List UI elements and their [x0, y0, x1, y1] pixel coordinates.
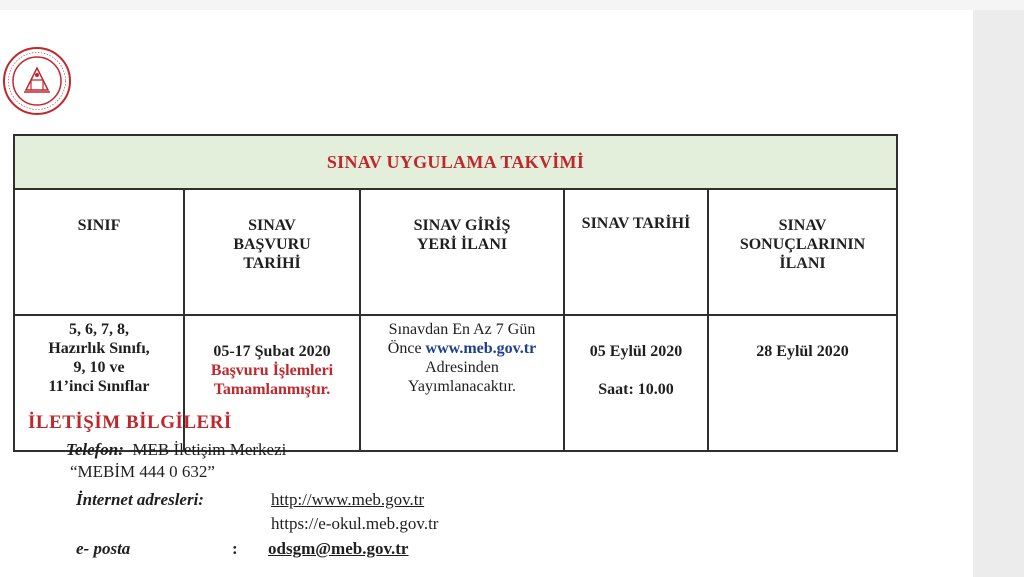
email-label: e- posta [76, 539, 131, 558]
header-basvuru-tarihi: SINAV BAŞVURU TARİHİ [184, 189, 360, 315]
cell-sonuc-ilani [708, 315, 897, 451]
exam-calendar-table [13, 134, 898, 452]
meb-seal-logo-icon [2, 46, 72, 116]
cell-sinav-tarihi [564, 315, 708, 451]
phone-label: Telefon: [66, 440, 124, 459]
header-giris-yeri-ilani: SINAV GİRİŞ YERİ İLANI [360, 189, 564, 315]
internet-label: İnternet adresleri: [76, 490, 204, 509]
email-link[interactable]: odsgm@meb.gov.tr [268, 539, 409, 558]
email-colon: : [232, 539, 238, 558]
cell-giris-yeri: Sınavdan En Az 7 Gün Önce www.meb.gov.tr Adresinden Yayımlanacaktır. [360, 315, 564, 451]
internet-url-2-link[interactable]: https://e-okul.meb.gov.tr [271, 514, 439, 533]
calendar-title: SINAV UYGULAMA TAKVİMİ [14, 135, 897, 189]
phone-number: “MEBİM 444 0 632” [70, 462, 215, 481]
header-sonuc-ilani: SINAV SONUÇLARININ İLANI [708, 189, 897, 315]
basvuru-note-line1: Başvuru İşlemleri [210, 362, 334, 379]
header-sinif: SINIF [14, 189, 184, 315]
header-sinav-tarihi: SINAV TARİHİ [564, 189, 708, 315]
cell-sinif: 5, 6, 7, 8, Hazırlık Sınıfı, 9, 10 ve 11’inci Sınıflar [14, 315, 184, 451]
phone-line [66, 440, 286, 460]
contact-title: İLETİŞİM BİLGİLERİ [28, 412, 232, 433]
sonuc-tarihi-value: 28 Eylül 2020 [756, 343, 849, 360]
giris-url-link[interactable]: www.meb.gov.tr [425, 340, 537, 357]
phone-value: MEB İletişim Merkezi [132, 440, 287, 459]
sinav-tarihi-value: 05 Eylül 2020 [589, 343, 683, 360]
basvuru-date: 05-17 Şubat 2020 [213, 343, 331, 360]
right-gutter [973, 10, 1024, 577]
internet-url-1-link[interactable]: http://www.meb.gov.tr [271, 490, 425, 509]
basvuru-note-line2: Tamamlanmıştır. [213, 381, 331, 398]
saat-value: Saat: 10.00 [598, 381, 674, 398]
table-header-row [14, 189, 897, 315]
